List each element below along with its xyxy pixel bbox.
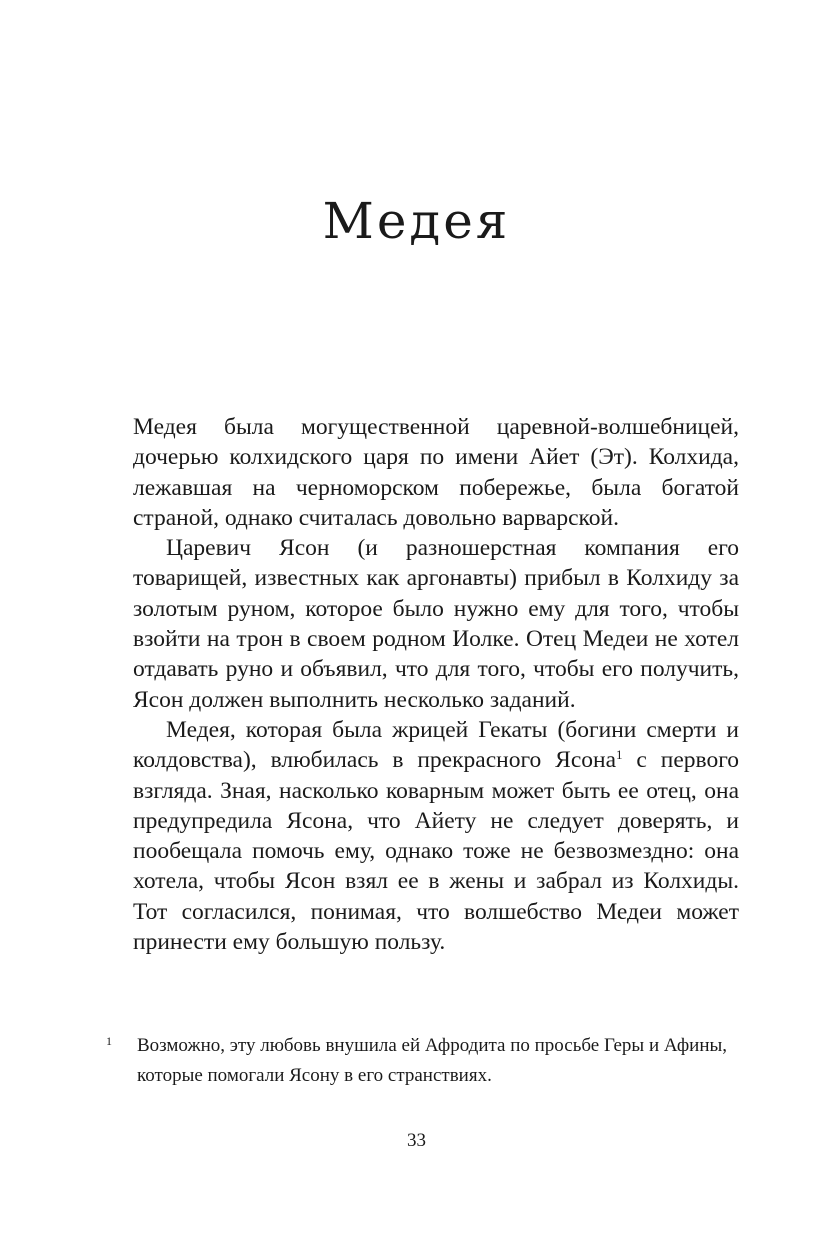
footnote-reference[interactable]: 1 — [616, 747, 623, 763]
paragraph-text: Медея, которая была жрицей Гекаты (богини смерти и колдовства), влюбилась в прекрасного Ясона — [133, 716, 739, 774]
paragraph: Царевич Ясон (и разношерстная компания его товарищей, известных как аргонавты) прибыл в Колхиду за золотым руном, которое было нужно ему для того, чтобы взойти на трон в своем родном Иолке. Отец Медеи не хотел отдавать руно и объявил, что для того, чтобы его получить, Ясон должен выполнить несколько заданий. — [133, 535, 739, 713]
chapter-body — [133, 412, 739, 957]
footnote-text: Возможно, эту любовь внушила ей Афродита по просьбе Геры и Афины, которые помогали Ясону в его странствиях. — [137, 1035, 728, 1086]
footnotes — [106, 1031, 746, 1091]
paragraph: Медея была могущественной царевной-волшебницей, дочерью колхидского царя по имени Айет (Эт). Колхида, лежавшая на черноморском побережье, была богатой страной, однако считалась довольно варварской. — [133, 414, 739, 531]
paragraph — [133, 715, 739, 957]
paragraph-text: с первого взгляда. Зная, насколько коварным может быть ее отец, она предупредила Ясона, что Айету не следует доверять, и пообещала помочь ему, однако тоже не безвозмездно: она хотела, чтобы Ясон взял ее в жены и забрал из Колхиды. Тот согласился, понимая, что волшебство Медеи может принести ему большую пользу. — [133, 747, 739, 956]
footnote-mark: 1 — [106, 1034, 112, 1048]
page-number: 33 — [407, 1130, 426, 1151]
footnote — [106, 1031, 746, 1091]
chapter-title: Медея — [322, 192, 511, 250]
